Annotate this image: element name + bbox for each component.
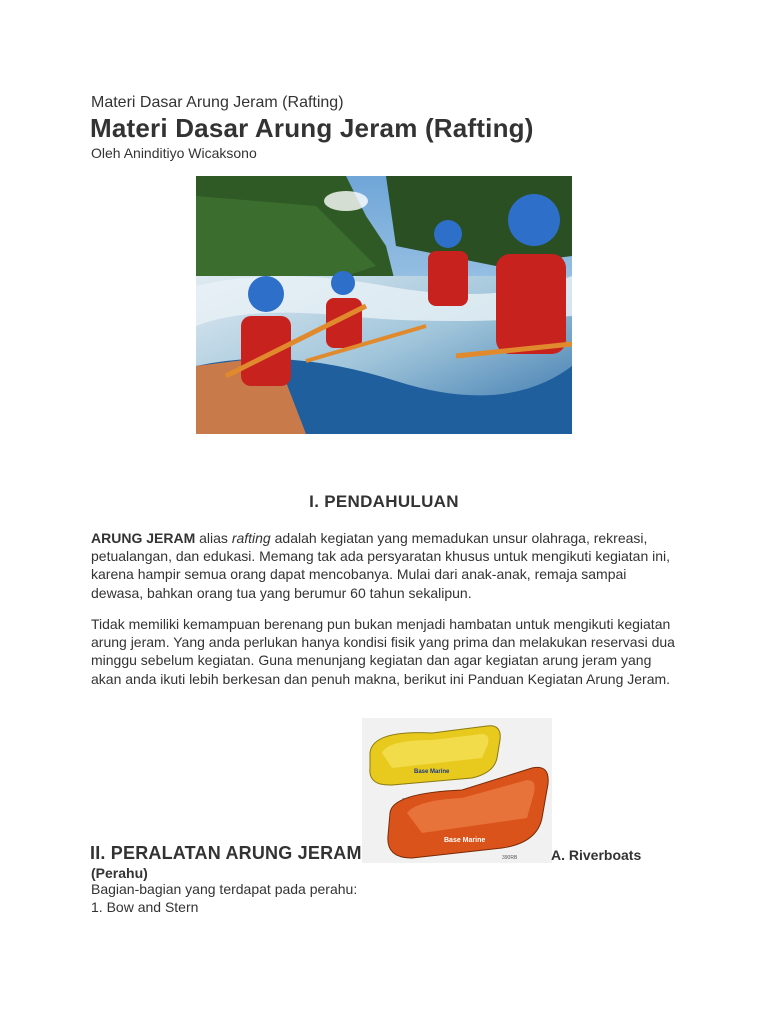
document-title: Materi Dasar Arung Jeram (Rafting) [90, 113, 534, 143]
riverboats-photo [362, 718, 552, 863]
section-heading-peralatan: II. PERALATAN ARUNG JERAM [90, 843, 362, 863]
paragraph-1 [91, 529, 681, 602]
paragraph-1-bold: ARUNG JERAM [91, 530, 196, 546]
section-heading-pendahuluan: I. PENDAHULUAN [309, 492, 459, 511]
riverboat-parts-intro: Bagian-bagian yang terdapat pada perahu: [91, 881, 358, 897]
subheading-riverboats: A. Riverboats [551, 847, 642, 863]
list-item-bow-stern: 1. Bow and Stern [91, 899, 199, 915]
document-header-title: Materi Dasar Arung Jeram (Rafting) [91, 94, 344, 111]
paragraph-1-italic: rafting [231, 530, 271, 546]
author-line: Oleh Aninditiyo Wicaksono [91, 145, 257, 161]
red-boat-brand: Base Marine [444, 837, 486, 844]
paragraph-2: Tidak memiliki kemampuan berenang pun bukan menjadi hambatan untuk mengikuti kegiatan arung jeram. Yang anda perlukan hanya kondisi fisik yang prima dan melakukan reservasi dua minggu sebelum kegiatan. Guna menunjang kegiatan dan agar kegiatan arung jeram yang akan anda ikuti lebih berkesan dan penuh makna, berikut ini Panduan Kegiatan Arung Jeram. [91, 616, 675, 687]
red-boat-model: 390RB [502, 855, 518, 861]
subheading-perahu: (Perahu) [91, 865, 148, 881]
rafting-photo [196, 176, 572, 434]
paragraph-1-rest: adalah kegiatan yang memadukan unsur olahraga, rekreasi, petualangan, dan edukasi. Memang tak ada persyaratan khusus untuk mengikuti kegiatan ini, karena hampir semua orang dapat mencobanya. Mulai dari anak-anak, remaja sampai dewasa, bahkan orang tua yang berumur 60 tahun sekalipun. [91, 530, 671, 601]
yellow-boat-brand: Base Marine [414, 769, 450, 775]
paragraph-1-mid: alias [195, 530, 232, 546]
